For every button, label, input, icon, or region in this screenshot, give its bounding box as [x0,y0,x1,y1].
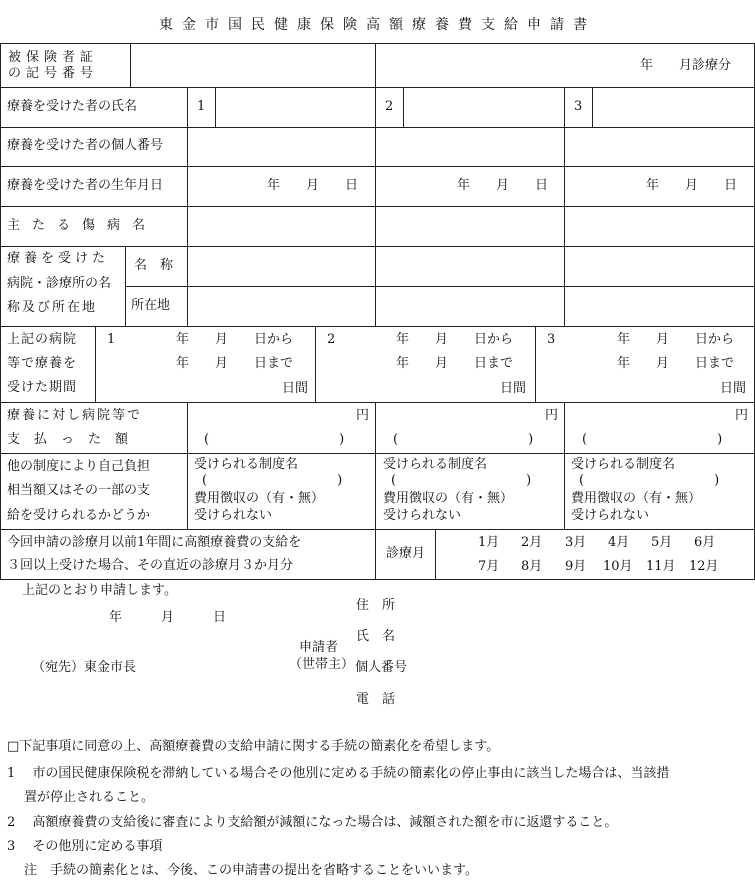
disease-label: 主たる傷病名 [7,218,158,233]
consent-item-1: 1 市の国民健康保険税を滞納している場合その他別に定める手続の簡素化の停止事由に該当した場合は、当該措 [7,766,670,781]
consent-note: 注 手続の簡素化とは、今後、この申請書の提出を省略することをいいます。 [24,863,478,878]
hospital-label-2: 病院・診療所の名 [7,276,112,291]
hospital-name-field-1[interactable] [189,248,373,285]
name-label: 氏 名 [356,629,396,644]
clinic-month-label: 診療月 [386,546,426,561]
clinic-month-text: 年 月診療分 [640,58,732,73]
period-from-1: 年 月 日から [176,332,294,347]
apply-text: 上記のとおり申請します。 [22,583,177,598]
birthdate-3: 年 月 日 [646,178,738,193]
month-cell[interactable]: 11月 [646,559,676,574]
period-to-3: 年 月 日まで [617,356,735,371]
birthdate-label: 療養を受けた者の生年月日 [7,178,164,193]
personal-number-field-1[interactable] [189,129,373,165]
other-label-3: 給を受けられるかどうか [7,508,151,523]
consent-item-2: 2 高額療養費の支給後に審査により支給額が減額になった場合は、減額された額を市に返還すること。 [7,815,618,830]
fee-collection-1: 費用徴収の（有・無） [194,491,325,506]
applicant-sublabel: （世帯主） [289,657,355,672]
personal-number-field-2[interactable] [377,129,562,165]
paid-paren-1: ( ) [204,432,345,447]
period-days-3: 日間 [720,381,747,396]
personal-number-field-3[interactable] [566,129,752,165]
period-num-3: 3 [547,332,556,347]
period-label-2: 等で療養を [7,356,78,371]
other-label-2: 相当額又はその一部の支 [7,483,151,498]
fee-collection-3: 費用徴収の（有・無） [571,491,702,506]
period-num-2: 2 [327,332,336,347]
cannot-receive-3: 受けられない [571,508,650,523]
month-cell[interactable]: 4月 [608,535,630,550]
month-cell[interactable]: 5月 [651,535,673,550]
system-name-3: 受けられる制度名 [571,457,676,472]
hospital-label-1: 療養を受けた [7,251,110,266]
consent-checkbox-text[interactable]: □下記事項に同意の上、高額療養費の支給申請に関する手続の簡素化を希望します。 [7,739,500,754]
patient-name-field-3[interactable] [594,89,752,126]
month-cell[interactable]: 3月 [565,535,587,550]
month-cell[interactable]: 6月 [694,535,716,550]
birthdate-2: 年 月 日 [457,178,549,193]
system-paren-2: ( ) [391,473,532,488]
patient-name-field-1[interactable] [217,89,373,126]
birthdate-1: 年 月 日 [267,178,359,193]
paid-yen-2: 円 [545,408,559,423]
disease-field-1[interactable] [189,208,373,245]
apply-date: 年 月 日 [109,610,227,625]
period-from-3: 年 月 日から [617,332,735,347]
period-days-2: 日間 [500,381,527,396]
period-to-2: 年 月 日まで [396,356,514,371]
cannot-receive-2: 受けられない [383,508,462,523]
system-name-2: 受けられる制度名 [383,457,488,472]
past-label-2: ３回以上受けた場合、その直近の診療月３か月分 [7,558,294,573]
applicant-phone-field[interactable] [430,688,750,712]
month-cell[interactable]: 7月 [478,559,500,574]
month-cell[interactable]: 12月 [689,559,719,574]
consent-item-3: 3 その他別に定める事項 [7,839,163,854]
disease-field-3[interactable] [566,208,752,245]
paid-label-2: 支払った額 [7,432,143,447]
period-label-3: 受けた期間 [7,380,78,395]
form-title: 東金市国民健康保険高額療養費支給申請書 [159,17,596,33]
insured-label: 被保険者証 [8,50,99,65]
paid-paren-2: ( ) [393,432,534,447]
month-cell[interactable]: 1月 [478,535,500,550]
applicant-address-field[interactable] [430,594,750,618]
paid-paren-3: ( ) [582,432,723,447]
month-cell[interactable]: 8月 [521,559,543,574]
system-name-1: 受けられる制度名 [194,457,299,472]
hospital-label-3: 称及び所在地 [7,300,98,315]
hospital-address-field-1[interactable] [189,288,373,325]
consent-item-1-cont: 置が停止されること。 [24,790,155,805]
insured-number-field[interactable] [132,45,374,85]
fee-collection-2: 費用徴収の（有・無） [383,491,514,506]
personal-number-label-applicant: 個人番号 [355,660,408,675]
paid-yen-3: 円 [735,408,749,423]
patient-name-label: 療養を受けた者の氏名 [7,99,138,114]
hospital-name-label: 名 称 [134,258,174,273]
applicant-label: 申請者 [299,640,339,655]
system-paren-1: ( ) [202,473,343,488]
paid-label-1: 療養に対し病院等で [7,408,143,423]
phone-label: 電 話 [356,692,396,707]
past-label-1: 今回申請の診療月以前1年間に高額療養費の支給を [7,535,302,550]
personal-number-label: 療養を受けた者の個人番号 [7,138,164,153]
disease-field-2[interactable] [377,208,562,245]
applicant-number-field[interactable] [430,656,750,680]
patient-num-3: 3 [574,99,583,114]
other-label-1: 他の制度により自己負担 [7,459,151,474]
patient-num-1: 1 [197,99,206,114]
month-cell[interactable]: 9月 [565,559,587,574]
insured-label-2: の記号番号 [8,66,99,81]
period-from-2: 年 月 日から [396,332,514,347]
address-label: 住 所 [356,598,396,613]
period-days-1: 日間 [282,381,309,396]
patient-name-field-2[interactable] [405,89,562,126]
month-cell[interactable]: 2月 [521,535,543,550]
month-cell[interactable]: 10月 [603,559,633,574]
cannot-receive-1: 受けられない [194,508,273,523]
period-to-1: 年 月 日まで [176,356,294,371]
paid-yen-1: 円 [356,408,370,423]
period-num-1: 1 [107,332,116,347]
period-label-1: 上記の病院 [7,332,78,347]
hospital-address-label: 所在地 [131,298,171,313]
addressee: （宛先）東金市長 [32,660,137,675]
system-paren-3: ( ) [579,473,720,488]
patient-num-2: 2 [385,99,394,114]
applicant-name-field[interactable] [430,625,750,649]
